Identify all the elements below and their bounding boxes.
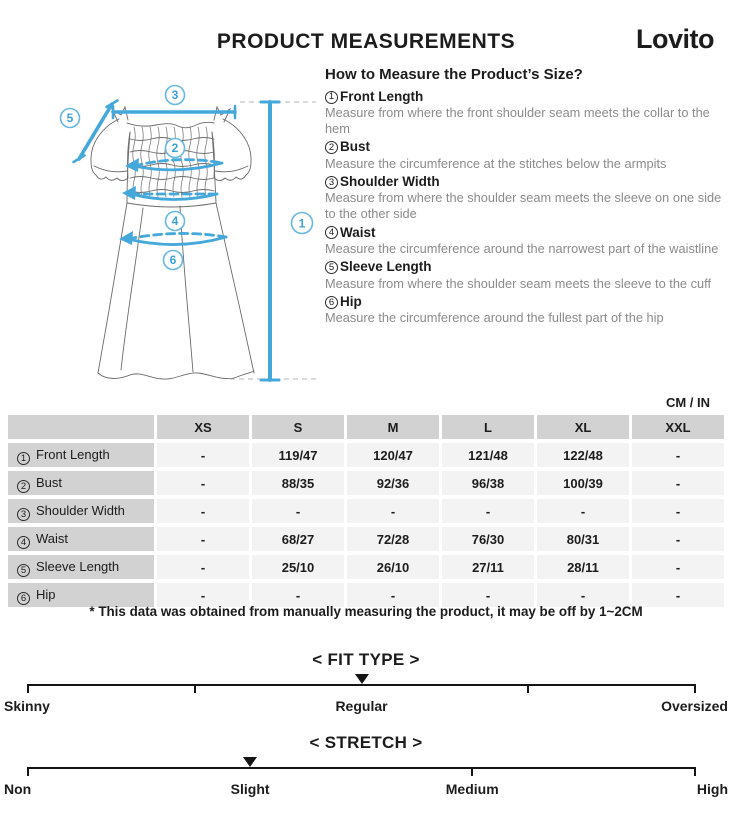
circled-number: 3 xyxy=(325,176,338,189)
scale xyxy=(0,650,732,725)
instruction-description: Measure from where the shoulder seam meets the sleeve on one side to the other side xyxy=(325,190,722,221)
row-label: Shoulder Width xyxy=(36,503,125,518)
value-cell: 26/10 xyxy=(347,555,439,579)
stretch-axis xyxy=(28,767,695,769)
fit-type-title: < FIT TYPE > xyxy=(312,650,420,669)
circled-number: 2 xyxy=(17,480,30,493)
scale-label: High xyxy=(696,781,728,797)
instruction-label: Front Length xyxy=(340,89,424,104)
callout-shoulder-width: 3 xyxy=(171,88,179,103)
hip-measure-ellipse xyxy=(119,231,226,245)
value-cell: - xyxy=(537,583,629,607)
row-label: Waist xyxy=(36,531,69,546)
value-cell: 88/35 xyxy=(252,471,344,495)
measure-instruction xyxy=(325,259,732,291)
value-cell: - xyxy=(347,583,439,607)
circled-number: 4 xyxy=(17,536,30,549)
value-cell: - xyxy=(252,499,344,523)
table-row xyxy=(8,527,724,551)
scale-tick xyxy=(527,684,529,693)
scale-tick xyxy=(694,767,696,776)
scale-marker xyxy=(243,757,257,767)
value-cell: 76/30 xyxy=(442,527,534,551)
instruction-description: Measure the circumference around the fullest part of the hip xyxy=(325,310,664,326)
dress-measurement-diagram xyxy=(30,82,320,402)
page-title: PRODUCT MEASUREMENTS xyxy=(216,30,516,53)
scale-label: Slight xyxy=(230,781,270,797)
value-cell: - xyxy=(632,527,724,551)
front-length-line xyxy=(261,102,279,380)
guide-dashes xyxy=(230,102,316,379)
instruction-name xyxy=(325,225,732,241)
value-cell: 28/11 xyxy=(537,555,629,579)
scale-label: Oversized xyxy=(661,698,728,714)
instruction-label: Waist xyxy=(340,224,376,240)
row-label-cell xyxy=(8,499,154,523)
value-cell: - xyxy=(442,583,534,607)
callout-hip: 6 xyxy=(169,253,177,268)
measurements-table xyxy=(5,411,727,611)
row-label-cell xyxy=(8,471,154,495)
value-cell: - xyxy=(157,443,249,467)
table-header-row xyxy=(8,415,724,439)
table-row xyxy=(8,555,724,579)
instruction-label: Sleeve Length xyxy=(340,259,432,275)
callout-waist: 4 xyxy=(171,214,179,229)
circled-number: 5 xyxy=(325,261,338,274)
measure-instruction xyxy=(325,139,732,171)
stretch-labels xyxy=(0,781,732,801)
value-cell: - xyxy=(537,499,629,523)
circled-number: 4 xyxy=(325,226,338,239)
instruction-name xyxy=(325,89,732,105)
instruction-name xyxy=(325,259,732,275)
scale-tick xyxy=(471,767,473,776)
value-cell: - xyxy=(632,471,724,495)
value-cell: - xyxy=(442,499,534,523)
circled-number: 1 xyxy=(325,91,338,104)
table-row xyxy=(8,471,724,495)
row-label: Sleeve Length xyxy=(36,559,120,574)
value-cell: - xyxy=(252,583,344,607)
value-cell: 80/31 xyxy=(537,527,629,551)
circled-number: 2 xyxy=(325,141,338,154)
scale-tick xyxy=(194,684,196,693)
instruction-description: Measure the circumference at the stitches below the armpits xyxy=(325,155,667,171)
value-cell: - xyxy=(632,499,724,523)
callout-front-length: 1 xyxy=(298,216,306,231)
value-cell: 122/48 xyxy=(537,443,629,467)
sleeve-length-line xyxy=(74,101,118,163)
size-column-header: M xyxy=(347,415,439,439)
circled-number: 3 xyxy=(17,508,30,521)
row-label-cell xyxy=(8,527,154,551)
value-cell: 68/27 xyxy=(252,527,344,551)
instruction-label: Hip xyxy=(340,294,362,310)
scale-label: Skinny xyxy=(4,698,50,714)
value-cell: - xyxy=(632,583,724,607)
table-row xyxy=(8,443,724,467)
value-cell: - xyxy=(157,583,249,607)
circled-number: 1 xyxy=(17,452,30,465)
brand-logo: Lovito xyxy=(636,24,714,54)
value-cell: - xyxy=(632,555,724,579)
value-cell: 96/38 xyxy=(442,471,534,495)
value-cell: 120/47 xyxy=(347,443,439,467)
instruction-description: Measure from where the front shoulder seam meets the collar to the hem xyxy=(325,105,710,136)
value-cell: 72/28 xyxy=(347,527,439,551)
howto-list xyxy=(325,89,732,326)
circled-number: 5 xyxy=(17,564,30,577)
table-corner-cell xyxy=(8,415,154,439)
scale-tick xyxy=(27,767,29,776)
size-column-header: L xyxy=(442,415,534,439)
scale-label: Medium xyxy=(445,781,499,797)
value-cell: 121/48 xyxy=(442,443,534,467)
value-cell: 25/10 xyxy=(252,555,344,579)
row-label-cell xyxy=(8,555,154,579)
stretch-title: < STRETCH > xyxy=(309,733,423,752)
instruction-label: Bust xyxy=(340,139,370,155)
instruction-label: Shoulder Width xyxy=(340,174,440,190)
instruction-description: Measure from where the shoulder seam meets the sleeve to the cuff xyxy=(325,275,711,291)
measure-instruction xyxy=(325,225,732,257)
value-cell: - xyxy=(347,499,439,523)
measure-instruction xyxy=(325,89,732,136)
row-label: Bust xyxy=(36,475,63,490)
value-cell: 92/36 xyxy=(347,471,439,495)
callout-sleeve-length: 5 xyxy=(66,111,74,126)
scale-tick xyxy=(27,684,29,693)
size-column-header: XXL xyxy=(632,415,724,439)
value-cell: 100/39 xyxy=(537,471,629,495)
value-cell: - xyxy=(632,443,724,467)
unit-label: CM / IN xyxy=(665,395,710,410)
value-cell: - xyxy=(157,527,249,551)
waist-measure-line xyxy=(122,186,217,200)
row-label-cell xyxy=(8,443,154,467)
table-row xyxy=(8,499,724,523)
size-column-header: XS xyxy=(157,415,249,439)
fit-type-labels xyxy=(0,698,732,718)
value-cell: - xyxy=(157,555,249,579)
value-cell: 119/47 xyxy=(252,443,344,467)
instruction-name xyxy=(325,174,732,190)
size-column-header: XL xyxy=(537,415,629,439)
value-cell: 27/11 xyxy=(442,555,534,579)
row-label: Hip xyxy=(36,587,56,602)
scale-label: Regular xyxy=(335,698,388,714)
circled-number: 6 xyxy=(325,296,338,309)
scale-marker xyxy=(355,674,369,684)
callout-bust: 2 xyxy=(171,141,179,156)
instruction-name xyxy=(325,139,732,155)
value-cell: - xyxy=(157,499,249,523)
measure-instruction xyxy=(325,174,732,221)
scale-tick xyxy=(694,684,696,693)
size-column-header: S xyxy=(252,415,344,439)
scale xyxy=(0,733,732,808)
fit-type-axis xyxy=(28,684,695,686)
circled-number: 6 xyxy=(17,592,30,605)
how-to-title: How to Measure the Product’s Size? xyxy=(325,66,583,83)
row-label: Front Length xyxy=(36,447,110,462)
instruction-description: Measure the circumference around the narrowest part of the waistline xyxy=(325,240,719,256)
measure-instruction xyxy=(325,294,732,326)
instruction-name xyxy=(325,294,732,310)
scale-label: Non xyxy=(4,781,32,797)
how-to-measure-section xyxy=(325,66,732,326)
table-footnote: * This data was obtained from manually measuring the product, it may be off by 1~2CM xyxy=(89,604,643,619)
value-cell: - xyxy=(157,471,249,495)
